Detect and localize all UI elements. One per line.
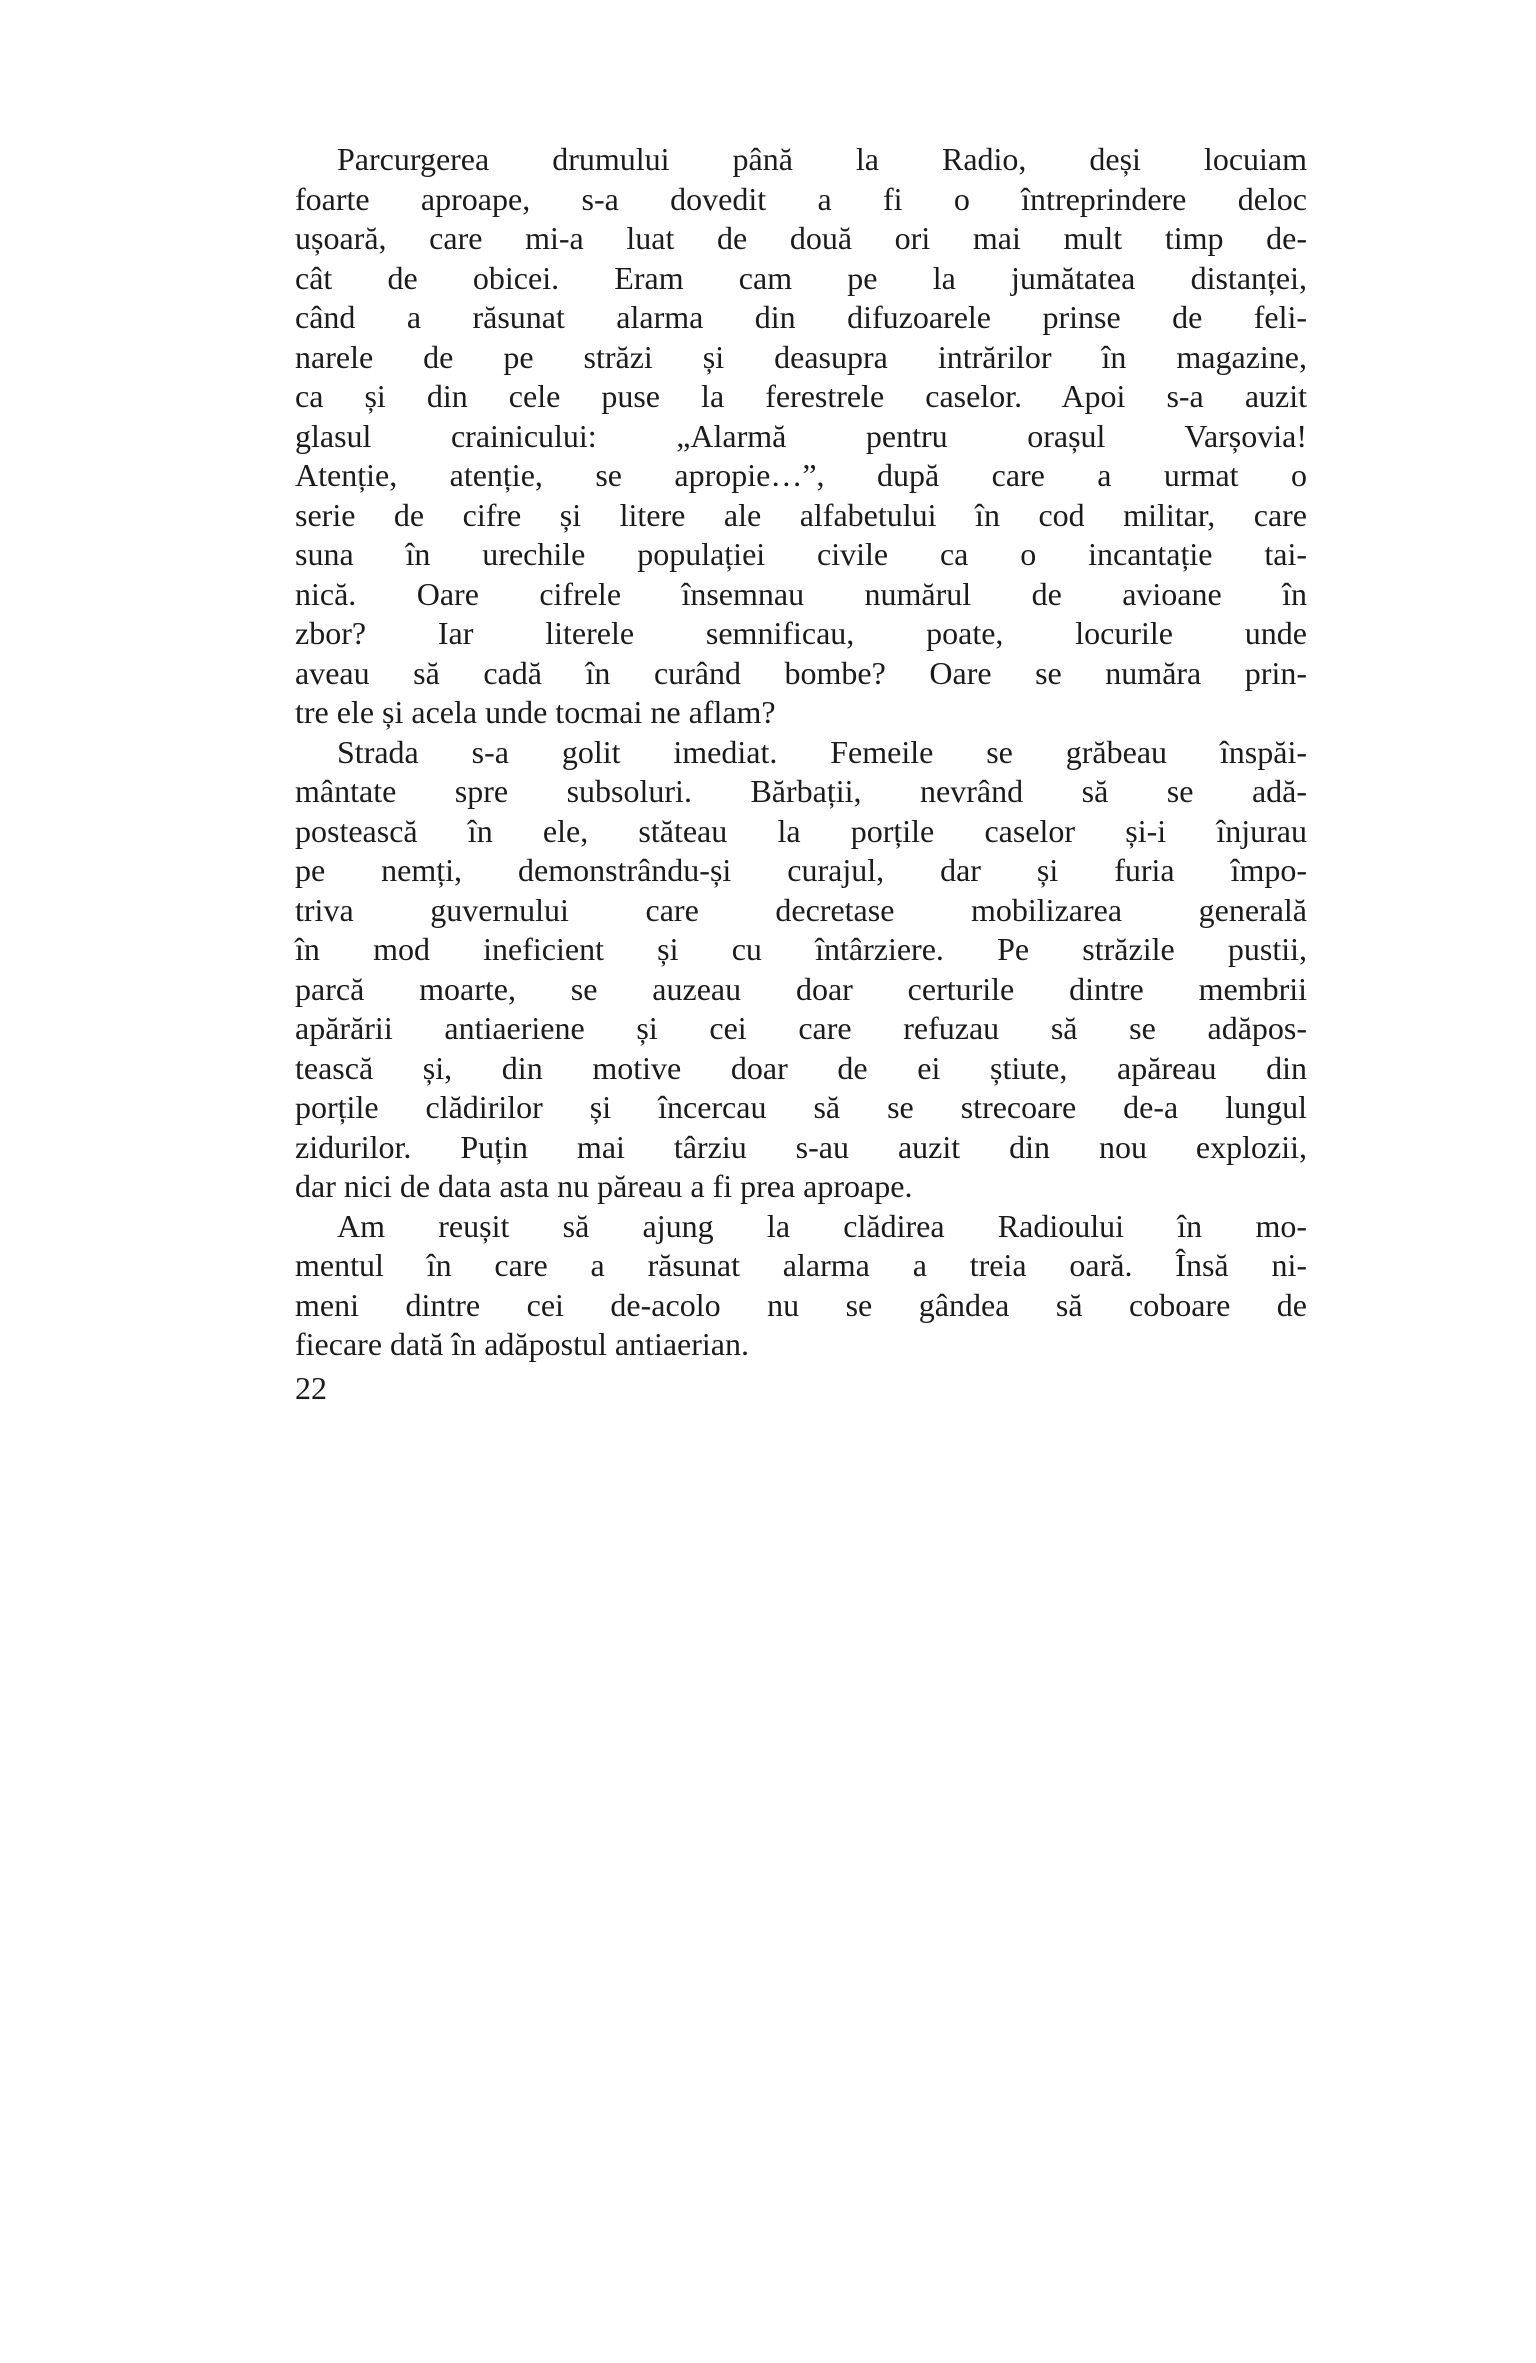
text-line: ușoară, care mi-a luat de două ori mai mult timp de-: [295, 220, 1307, 256]
text-line: tre ele și acela unde tocmai ne aflam?: [295, 694, 776, 730]
text-line: Atenție, atenție, se apropie…”, după care a urmat o: [295, 457, 1307, 493]
text-line: pe nemți, demonstrându-și curajul, dar și furia împo-: [295, 852, 1307, 888]
text-line: dar nici de data asta nu păreau a fi prea aproape.: [295, 1168, 913, 1204]
text-line: glasul crainicului: „Alarmă pentru orașul Varșovia!: [295, 417, 1307, 454]
text-line: parcă moarte, se auzeau doar certurile dintre membrii: [295, 970, 1307, 1007]
text-line: nică. Oare cifrele însemnau numărul de avioane în: [295, 575, 1307, 612]
text-line: mentul în care a răsunat alarma a treia oară. Însă ni-: [295, 1247, 1307, 1283]
text-line: apărării antiaeriene și cei care refuzau să se adăpos-: [295, 1010, 1307, 1046]
text-line: mântate spre subsoluri. Bărbații, nevrând să se adă-: [295, 773, 1307, 809]
paragraph-3: [295, 1207, 1307, 1365]
text-line: Parcurgerea drumului până la Radio, deși locuiam: [337, 141, 1307, 177]
text-line: zbor? Iar literele semnificau, poate, locurile unde: [295, 615, 1307, 651]
text-line: meni dintre cei de-acolo nu se gândea să coboare de: [295, 1286, 1307, 1323]
paragraph-1: [295, 140, 1307, 733]
text-line: aveau să cadă în curând bombe? Oare se număra prin-: [295, 654, 1307, 691]
text-line: cât de obicei. Eram cam pe la jumătatea distanței,: [295, 259, 1307, 296]
text-line: serie de cifre și litere ale alfabetului în cod militar, care: [295, 496, 1307, 533]
text-line: în mod ineficient și cu întârziere. Pe străzile pustii,: [295, 931, 1307, 967]
text-line: ca și din cele puse la ferestrele caselor. Apoi s-a auzit: [295, 378, 1307, 414]
text-line: Strada s-a golit imediat. Femeile se grăbeau înspăi-: [337, 733, 1307, 770]
text-line: suna în urechile populației civile ca o incantație tai-: [295, 536, 1307, 572]
text-line: narele de pe străzi și deasupra intrărilor în magazine,: [295, 338, 1307, 375]
text-line: Am reușit să ajung la clădirea Radioului în mo-: [337, 1207, 1307, 1244]
text-line: când a răsunat alarma din difuzoarele prinse de feli-: [295, 299, 1307, 335]
text-line: postească în ele, stăteau la porțile caselor și-i înjurau: [295, 812, 1307, 849]
text-line: porțile clădirilor și încercau să se strecoare de-a lungul: [295, 1089, 1307, 1125]
page-number: 22: [295, 1370, 327, 1406]
text-line: zidurilor. Puțin mai târziu s-au auzit din nou explozii,: [295, 1128, 1307, 1165]
text-line: tească și, din motive doar de ei știute, apăreau din: [295, 1049, 1307, 1086]
text-line: foarte aproape, s-a dovedit a fi o întreprindere deloc: [295, 180, 1307, 217]
paragraph-2: [295, 733, 1307, 1207]
text-line: triva guvernului care decretase mobilizarea generală: [295, 891, 1307, 928]
text-line: fiecare dată în adăpostul antiaerian.: [295, 1326, 749, 1362]
body-text: [295, 140, 1307, 1365]
